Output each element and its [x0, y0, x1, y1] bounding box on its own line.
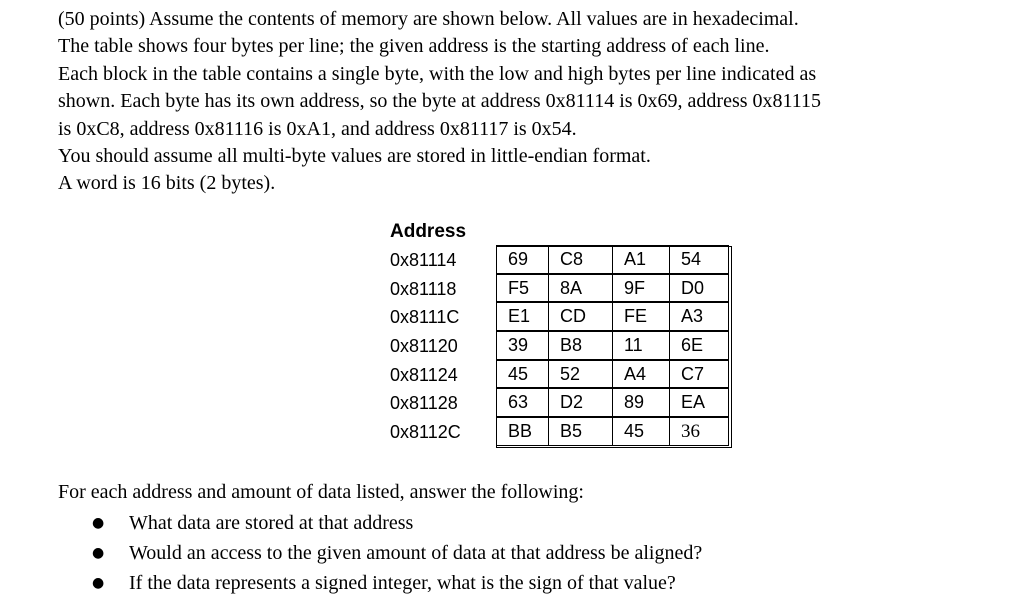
byte-cell: D0 — [669, 274, 729, 303]
byte-cell: A3 — [669, 302, 729, 331]
byte-cell: 6E — [669, 331, 729, 360]
byte-cell: 39 — [496, 331, 549, 360]
byte-cell: B5 — [548, 417, 613, 446]
bullet-icon: ● — [92, 575, 105, 591]
row-address: 0x81120 — [390, 336, 458, 357]
byte-cell: A1 — [612, 245, 670, 274]
byte-cells — [496, 275, 729, 303]
byte-cell: 11 — [612, 331, 670, 360]
byte-cells — [496, 418, 729, 446]
byte-cell: 54 — [669, 245, 729, 274]
statement-line: is 0xC8, address 0x81116 is 0xA1, and address 0x81117 is 0x54. — [58, 117, 577, 140]
statement-line: shown. Each byte has its own address, so the byte at address 0x81114 is 0x69, address 0x81115 — [58, 90, 822, 113]
statement-line: You should assume all multi-byte values are stored in little-endian format. — [58, 145, 651, 168]
row-address: 0x8112C — [390, 422, 461, 443]
problem-statement — [58, 6, 1008, 198]
memory-row — [390, 275, 705, 304]
bullet-icon: ● — [92, 545, 105, 561]
memory-row — [390, 389, 706, 418]
byte-cells — [496, 389, 729, 417]
list-item — [58, 508, 958, 538]
questions-intro: For each address and amount of data listed, answer the following: — [58, 481, 584, 503]
byte-cells — [496, 303, 729, 331]
byte-cell: 69 — [496, 245, 549, 274]
byte-cell: C7 — [669, 360, 729, 389]
question-text: What data are stored at that address — [129, 512, 414, 534]
questions-list — [58, 508, 958, 598]
byte-cell: 63 — [496, 388, 549, 417]
byte-cell: 36 — [669, 417, 729, 446]
memory-row — [390, 332, 704, 361]
list-item — [58, 568, 958, 598]
row-address: 0x81124 — [390, 364, 458, 385]
byte-cell: 52 — [548, 360, 613, 389]
byte-cells — [496, 332, 729, 360]
byte-cell: 8A — [548, 274, 613, 303]
byte-cell: F5 — [496, 274, 549, 303]
byte-cell: 45 — [612, 417, 670, 446]
byte-cell: 89 — [612, 388, 670, 417]
bullet-icon: ● — [92, 515, 105, 531]
statement-line: (50 points) Assume the contents of memory are shown below. All values are in hexadecimal. — [58, 8, 799, 30]
byte-cell: 9F — [612, 274, 670, 303]
row-address: 0x81118 — [390, 278, 457, 299]
byte-cell: E1 — [496, 302, 549, 331]
memory-row — [390, 361, 705, 390]
statement-line: The table shows four bytes per line; the given address is the starting address of each line. — [58, 35, 770, 58]
memory-row — [390, 246, 702, 275]
row-address: 0x8111C — [390, 307, 460, 328]
byte-cells — [496, 246, 729, 274]
byte-cell: A4 — [612, 360, 670, 389]
address-column-header: Address — [390, 221, 467, 242]
list-item — [58, 538, 958, 568]
statement-line: Each block in the table contains a single byte, with the low and high bytes per line indicated as — [58, 62, 817, 85]
byte-cell: D2 — [548, 388, 613, 417]
byte-cell: EA — [669, 388, 729, 417]
row-address: 0x81128 — [390, 393, 458, 414]
question-text: If the data represents a signed integer, what is the sign of that value? — [129, 572, 676, 594]
questions-section — [58, 478, 958, 598]
byte-cell: B8 — [548, 331, 613, 360]
byte-cell: BB — [496, 417, 549, 446]
statement-line: A word is 16 bits (2 bytes). — [58, 172, 276, 195]
byte-cell: CD — [548, 302, 613, 331]
byte-cell: FE — [612, 302, 670, 331]
memory-row — [390, 303, 704, 332]
byte-cells — [496, 361, 729, 389]
byte-cell: 45 — [496, 360, 549, 389]
memory-row — [390, 418, 700, 447]
question-text: Would an access to the given amount of data at that address be aligned? — [129, 542, 703, 564]
memory-table — [390, 218, 706, 447]
row-address: 0x81114 — [390, 250, 457, 270]
byte-cell: C8 — [548, 245, 613, 274]
